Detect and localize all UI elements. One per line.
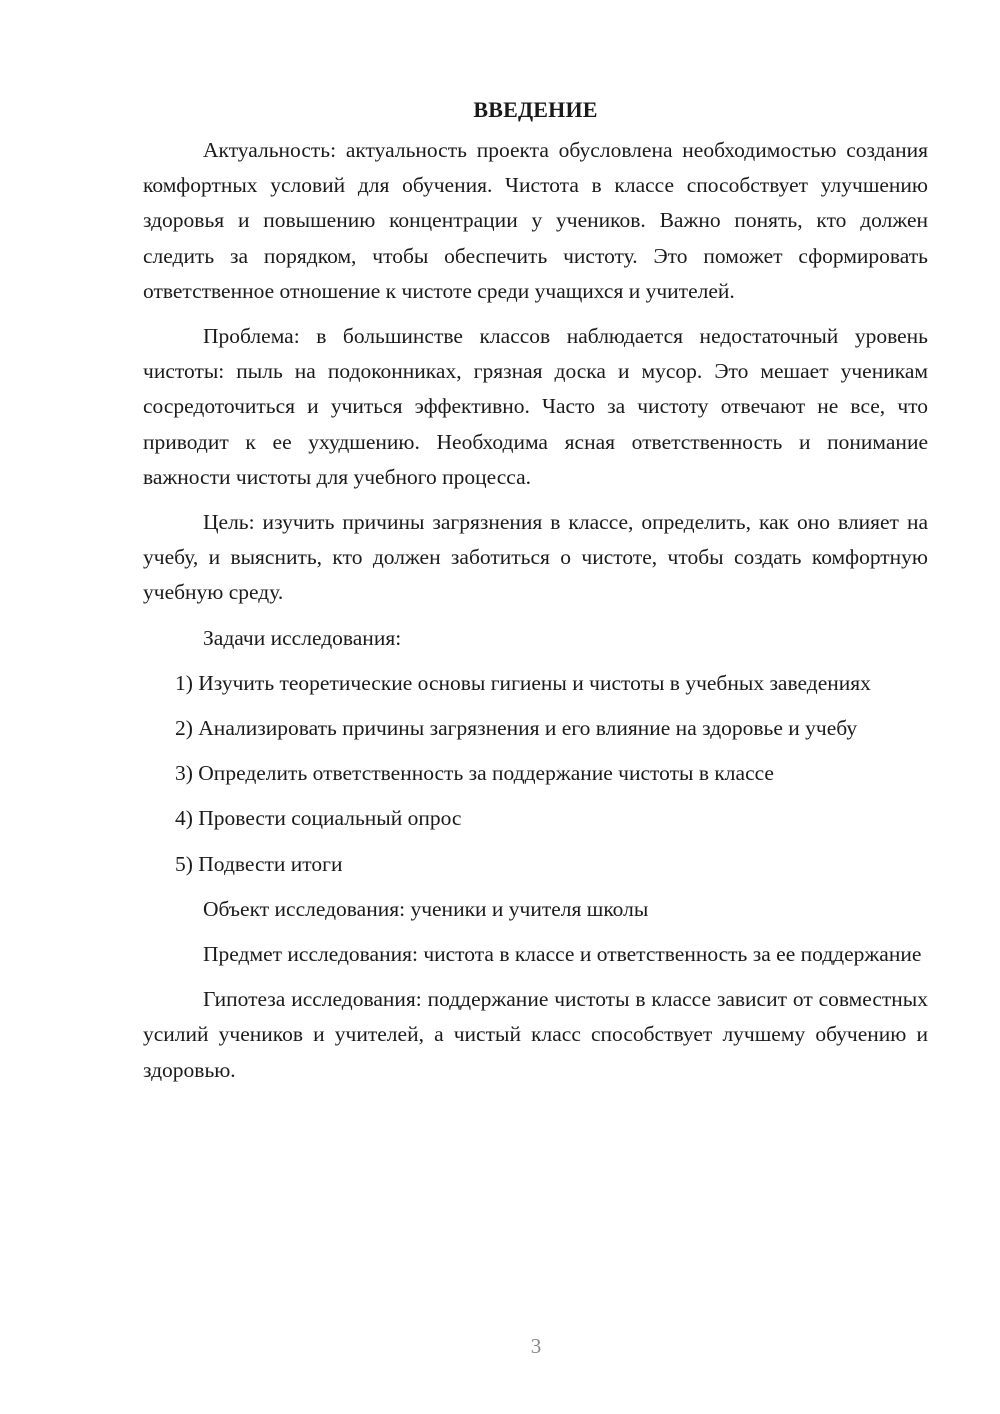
- task-item-3: 3) Определить ответственность за поддержание чистоты в классе: [175, 761, 774, 786]
- tasks-heading: Задачи исследования:: [203, 625, 402, 650]
- page-number: 3: [530, 1334, 542, 1358]
- object-paragraph: Объект исследования: ученики и учителя школы: [203, 896, 649, 921]
- page-content: [143, 92, 928, 1098]
- page-title: ВВЕДЕНИЕ: [473, 97, 598, 122]
- task-item-5: 5) Подвести итоги: [175, 851, 343, 876]
- task-item-2: 2) Анализировать причины загрязнения и его влияние на здоровье и учебу: [175, 716, 858, 741]
- subject-paragraph: Предмет исследования: чистота в классе и ответственность за ее поддержание: [203, 942, 922, 967]
- hypothesis-paragraph: Гипотеза исследования: поддержание чистоты в классе зависит от совместных усилий учеников и учителей, а чистый класс способствует лучшему обучению и здоровью.: [143, 987, 928, 1082]
- relevance-paragraph: Актуальность: актуальность проекта обусловлена необходимостью создания комфортных условий для обучения. Чистота в классе способствует улучшению здоровья и повышению концентрации у учеников. Важно понять, кто должен следить за порядком, чтобы обеспечить чистоту. Это поможет сформировать ответственное отношение к чистоте среди учащихся и учителей.: [143, 138, 928, 303]
- goal-paragraph: Цель: изучить причины загрязнения в классе, определить, как оно влияет на учебу, и выяснить, кто должен заботиться о чистоте, чтобы создать комфортную учебную среду.: [143, 510, 928, 605]
- task-item-4: 4) Провести социальный опрос: [175, 806, 462, 831]
- task-item-1: 1) Изучить теоретические основы гигиены и чистоты в учебных заведениях: [175, 670, 871, 695]
- problem-paragraph: Проблема: в большинстве классов наблюдается недостаточный уровень чистоты: пыль на подоконниках, грязная доска и мусор. Это мешает ученикам сосредоточиться и учиться эффективно. Часто за чистоту отвечают не все, что приводит к ее ухудшению. Необходима ясная ответственность и понимание важности чистоты для учебного процесса.: [143, 324, 928, 489]
